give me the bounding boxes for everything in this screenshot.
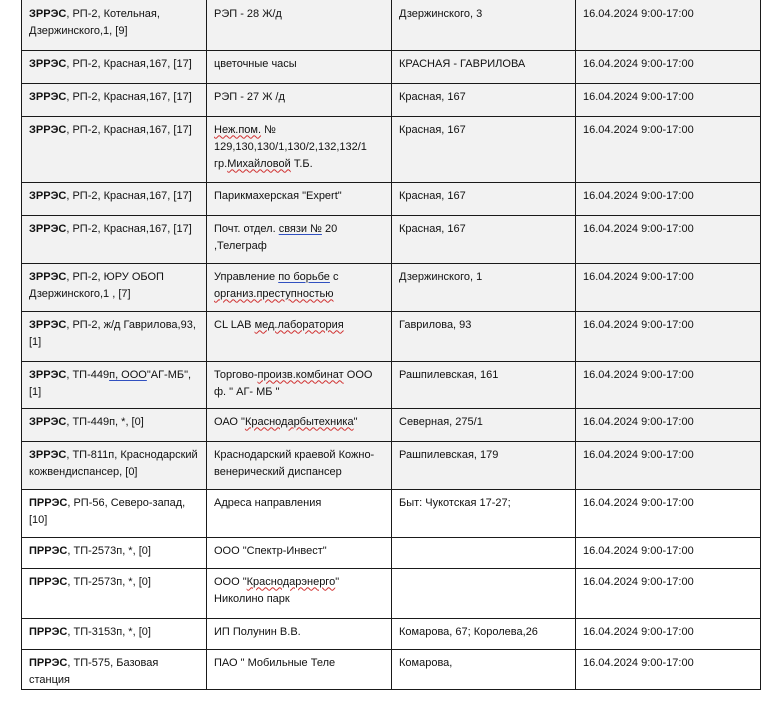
consumer-cell: ИП Полунин В.В.: [207, 618, 392, 649]
time-cell: 16.04.2024 9:00-17:00: [576, 263, 761, 311]
time-cell: 16.04.2024 9:00-17:00: [576, 0, 761, 50]
consumer-cell: Управление по борьбе с организ.преступностью: [207, 263, 392, 311]
consumer-cell: ООО "Спектр-Инвест": [207, 537, 392, 568]
table-row: [22, 50, 761, 83]
feeder-cell: ПРРЭС, РП-56, Северо-запад, [10]: [22, 489, 207, 537]
time-cell: 16.04.2024 9:00-17:00: [576, 618, 761, 649]
table-row: [22, 116, 761, 182]
feeder-cell: ЗРРЭС, РП-2, Красная,167, [17]: [22, 116, 207, 182]
table-row: [22, 182, 761, 215]
feeder-cell: ЗРРЭС, РП-2, Красная,167, [17]: [22, 215, 207, 263]
time-cell: 16.04.2024 9:00-17:00: [576, 408, 761, 441]
address-cell: Красная, 167: [392, 116, 576, 182]
address-cell: Комарова, 67; Королева,26: [392, 618, 576, 649]
time-cell: 16.04.2024 9:00-17:00: [576, 311, 761, 361]
consumer-cell: Краснодарский краевой Кожно-венерический диспансер: [207, 441, 392, 489]
table-row: [22, 618, 761, 649]
address-cell: Красная, 167: [392, 215, 576, 263]
consumer-cell: CL LAB мед.лаборатория: [207, 311, 392, 361]
consumer-cell: Адреса направления: [207, 489, 392, 537]
table-row: [22, 649, 761, 689]
address-cell: Северная, 275/1: [392, 408, 576, 441]
consumer-cell: Торгово-произв.комбинат ООО ф. " АГ- МБ ": [207, 361, 392, 408]
address-cell: КРАСНАЯ - ГАВРИЛОВА: [392, 50, 576, 83]
consumer-cell: РЭП - 27 Ж /д: [207, 83, 392, 116]
consumer-cell: Неж.пом. № 129,130,130/1,130/2,132,132/1 гр.Михайловой Т.Б.: [207, 116, 392, 182]
address-cell: Быт: Чукотская 17-27;: [392, 489, 576, 537]
feeder-cell: ЗРРЭС, ТП-449п, ООО"АГ-МБ", [1]: [22, 361, 207, 408]
address-cell: Комарова,: [392, 649, 576, 689]
address-cell: Рашпилевская, 179: [392, 441, 576, 489]
table-row: [22, 568, 761, 618]
address-cell: Дзержинского, 3: [392, 0, 576, 50]
table-row: [22, 408, 761, 441]
consumer-cell: ООО "Краснодарэнерго" Николино парк: [207, 568, 392, 618]
feeder-cell: ПРРЭС, ТП-3153п, *, [0]: [22, 618, 207, 649]
consumer-cell: РЭП - 28 Ж/д: [207, 0, 392, 50]
feeder-cell: ПРРЭС, ТП-2573п, *, [0]: [22, 537, 207, 568]
table-row: [22, 83, 761, 116]
feeder-cell: ЗРРЭС, РП-2, ж/д Гаврилова,93, [1]: [22, 311, 207, 361]
address-cell: [392, 537, 576, 568]
time-cell: 16.04.2024 9:00-17:00: [576, 441, 761, 489]
consumer-cell: Почт. отдел. связи № 20 ,Телеграф: [207, 215, 392, 263]
time-cell: 16.04.2024 9:00-17:00: [576, 489, 761, 537]
time-cell: 16.04.2024 9:00-17:00: [576, 50, 761, 83]
feeder-cell: ЗРРЭС, ТП-449п, *, [0]: [22, 408, 207, 441]
table-row: [22, 215, 761, 263]
outage-schedule-table: [21, 0, 761, 690]
table-row: [22, 537, 761, 568]
consumer-cell: ПАО " Мобильные Теле: [207, 649, 392, 689]
table-row: [22, 361, 761, 408]
feeder-cell: ЗРРЭС, ТП-811п, Краснодарский кожвендиспансер, [0]: [22, 441, 207, 489]
address-cell: Гаврилова, 93: [392, 311, 576, 361]
time-cell: 16.04.2024 9:00-17:00: [576, 361, 761, 408]
feeder-cell: ЗРРЭС, РП-2, ЮРУ ОБОП Дзержинского,1 , [7]: [22, 263, 207, 311]
time-cell: 16.04.2024 9:00-17:00: [576, 83, 761, 116]
table-row: [22, 441, 761, 489]
feeder-cell: ЗРРЭС, РП-2, Красная,167, [17]: [22, 50, 207, 83]
consumer-cell: Парикмахерская "Expert": [207, 182, 392, 215]
address-cell: Дзержинского, 1: [392, 263, 576, 311]
time-cell: 16.04.2024 9:00-17:00: [576, 568, 761, 618]
feeder-cell: ПРРЭС, ТП-2573п, *, [0]: [22, 568, 207, 618]
time-cell: 16.04.2024 9:00-17:00: [576, 537, 761, 568]
time-cell: 16.04.2024 9:00-17:00: [576, 215, 761, 263]
table-row: [22, 263, 761, 311]
table-row: [22, 311, 761, 361]
address-cell: Красная, 167: [392, 83, 576, 116]
table-row: [22, 0, 761, 50]
address-cell: Рашпилевская, 161: [392, 361, 576, 408]
time-cell: 16.04.2024 9:00-17:00: [576, 649, 761, 689]
feeder-cell: ПРРЭС, ТП-575, Базовая станция: [22, 649, 207, 689]
consumer-cell: ОАО "Краснодарбытехника": [207, 408, 392, 441]
feeder-cell: ЗРРЭС, РП-2, Красная,167, [17]: [22, 83, 207, 116]
address-cell: [392, 568, 576, 618]
time-cell: 16.04.2024 9:00-17:00: [576, 182, 761, 215]
feeder-cell: ЗРРЭС, РП-2, Котельная, Дзержинского,1, [9]: [22, 0, 207, 50]
consumer-cell: цветочные часы: [207, 50, 392, 83]
feeder-cell: ЗРРЭС, РП-2, Красная,167, [17]: [22, 182, 207, 215]
table-row: [22, 489, 761, 537]
address-cell: Красная, 167: [392, 182, 576, 215]
time-cell: 16.04.2024 9:00-17:00: [576, 116, 761, 182]
